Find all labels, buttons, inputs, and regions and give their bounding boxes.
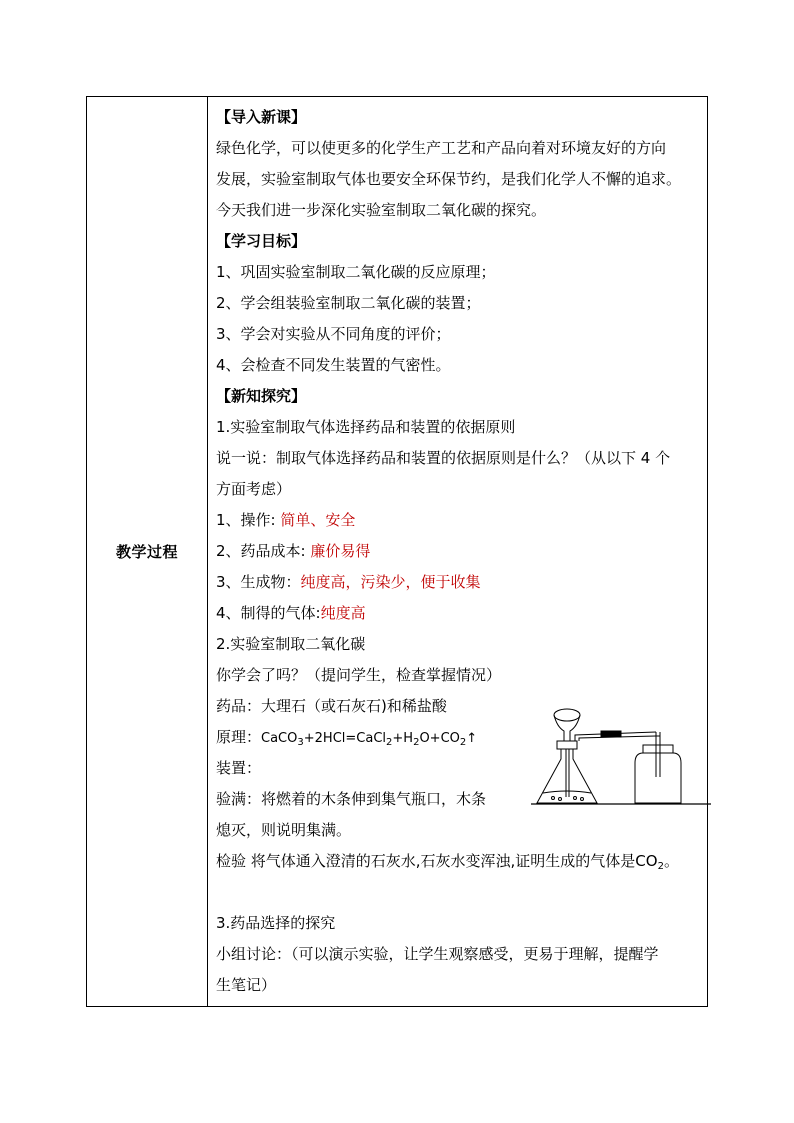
criterion-answer: 廉价易得 — [310, 542, 371, 560]
criterion-answer: 简单、安全 — [280, 511, 356, 529]
blank-line — [216, 877, 706, 908]
chemical-equation: $CaCO_3+2HCl=CaCl_2+H_2O+CO_2↑$ — [261, 731, 478, 748]
section-label: 教学过程 — [115, 543, 178, 561]
test-line: 检验 将气体通入澄清的石灰水,石灰水变浑浊,证明生成的气体是$CO_2$。 — [216, 852, 679, 872]
explore-2-title: 2.实验室制取二氧化碳 — [216, 635, 366, 653]
reagents-line: 药品：大理石（或石灰石)和稀盐酸 — [216, 697, 447, 715]
criterion-label: 3、生成物： — [216, 573, 301, 591]
goal-item: 4、会检查不同发生装置的气密性。 — [216, 356, 451, 374]
full-check-line-cont: 熄灭，则说明集满。 — [216, 821, 352, 839]
criterion-label: 4、制得的气体: — [216, 604, 321, 622]
intro-line: 绿色化学，可以使更多的化学生产工艺和产品向着对环境友好的方向 — [216, 139, 667, 157]
apparatus-label: 装置： — [216, 759, 262, 777]
discussion-line: 小组讨论：（可以演示实验，让学生观察感受，更易于理解，提醒学 — [216, 945, 659, 963]
discussion-line-cont: 生笔记） — [216, 976, 277, 994]
intro-line: 今天我们进一步深化实验室制取二氧化碳的探究。 — [216, 201, 547, 219]
goal-item: 3、学会对实验从不同角度的评价； — [216, 325, 451, 343]
explore-2-question: 你学会了吗？（提问学生，检查掌握情况） — [216, 666, 502, 684]
goals-heading: 【学习目标】 — [216, 232, 307, 250]
criterion-item — [216, 598, 706, 629]
co2-apparatus-icon — [531, 697, 711, 817]
intro-heading: 【导入新课】 — [216, 108, 307, 126]
criterion-label: 1、操作: — [216, 511, 281, 529]
criterion-item — [216, 536, 706, 567]
explore-3-title: 3.药品选择的探究 — [216, 914, 336, 932]
criterion-item — [216, 567, 706, 598]
explore-1-question: 说一说：制取气体选择药品和装置的依据原则是什么？（从以下 4 个 — [216, 449, 671, 467]
criterion-label: 2、药品成本: — [216, 542, 311, 560]
principle-label: 原理： — [216, 728, 262, 746]
explore-1-title: 1.实验室制取气体选择药品和装置的依据原则 — [216, 418, 516, 436]
column-divider — [207, 97, 208, 1006]
criterion-answer: 纯度高 — [320, 604, 366, 622]
intro-line: 发展，实验室制取气体也要安全环保节约，是我们化学人不懈的追求。 — [216, 170, 682, 188]
criterion-answer: 纯度高，污染少，便于收集 — [300, 573, 481, 591]
explore-heading: 【新知探究】 — [216, 387, 307, 405]
lesson-table — [86, 96, 708, 1007]
goal-item: 1、巩固实验室制取二氧化碳的反应原理； — [216, 263, 496, 281]
goal-item: 2、学会组装验室制取二氧化碳的装置； — [216, 294, 481, 312]
criterion-item — [216, 505, 706, 536]
explore-1-question-cont: 方面考虑） — [216, 480, 292, 498]
full-check-line: 验满：将燃着的木条伸到集气瓶口，木条 — [216, 790, 487, 808]
lesson-content — [216, 102, 706, 1001]
